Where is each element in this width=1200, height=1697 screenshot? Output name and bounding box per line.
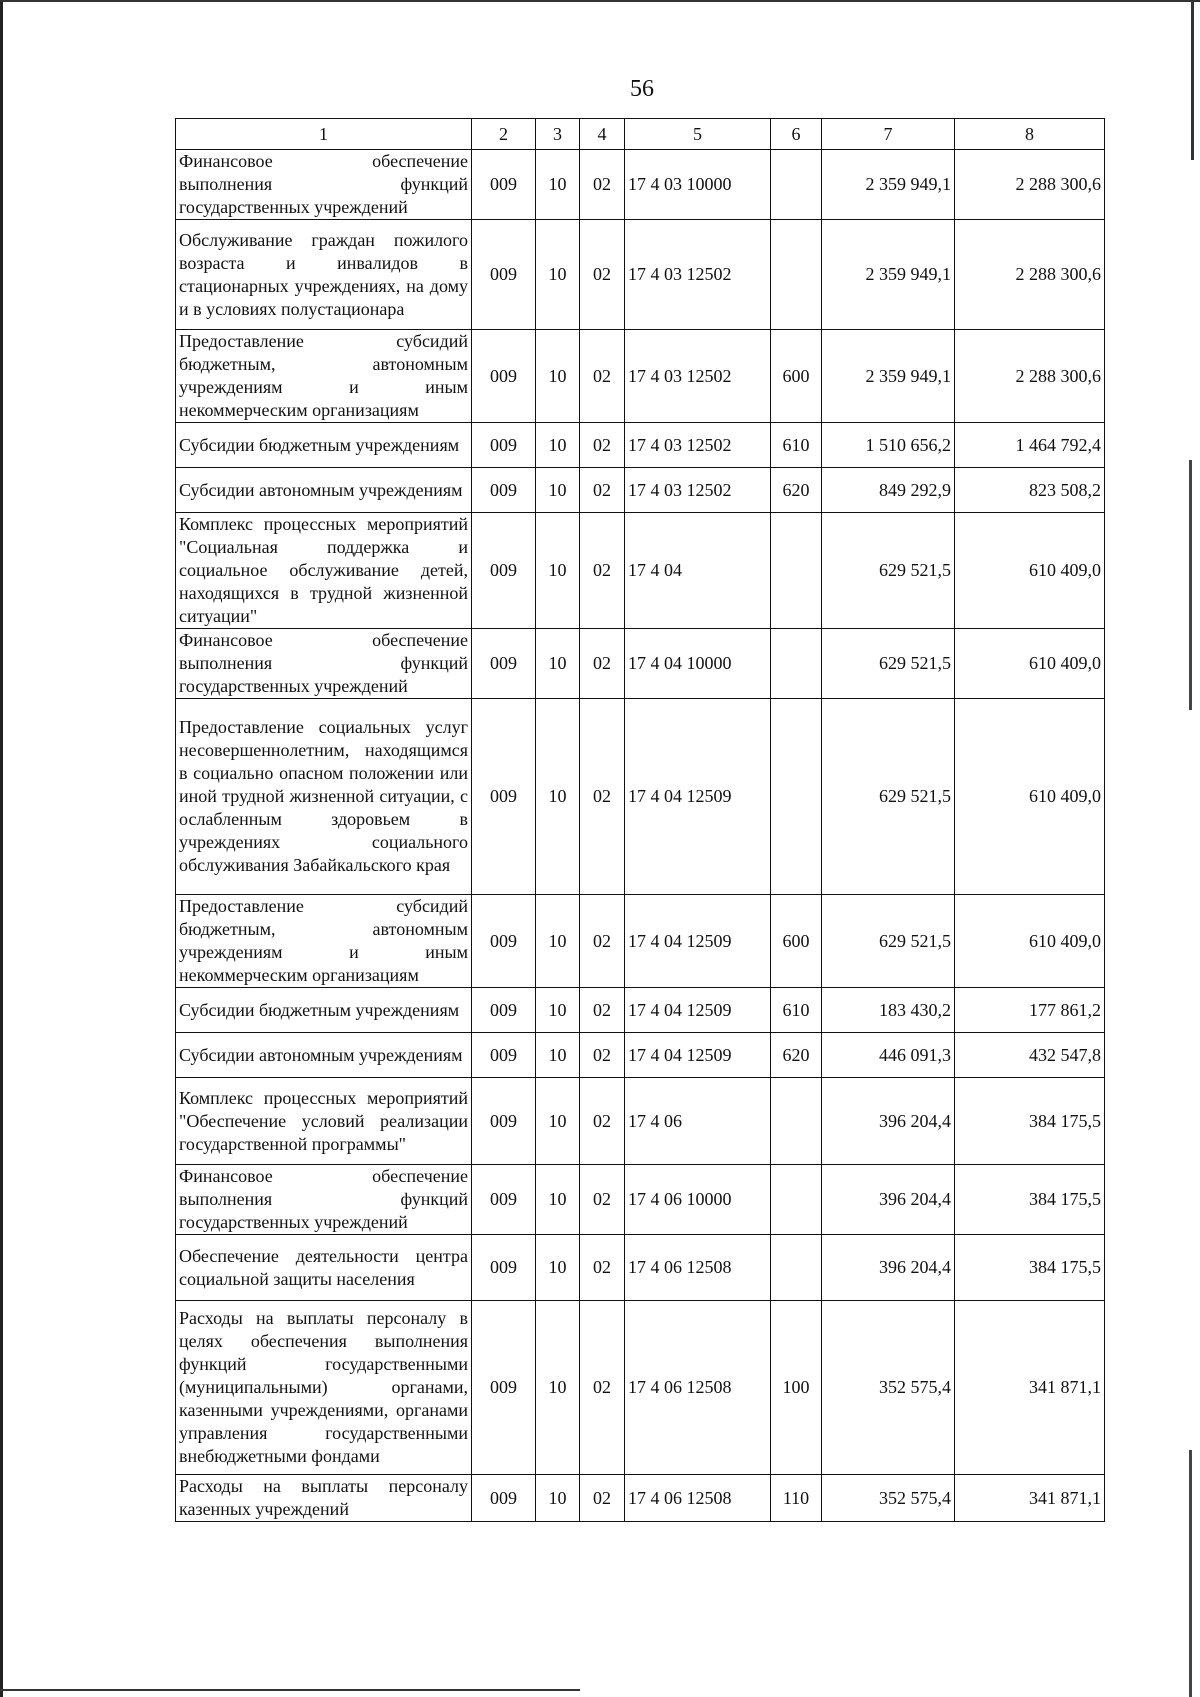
table-row [176, 1235, 1105, 1301]
section-code-cell: 10 [536, 468, 580, 513]
row-name-cell: Расходы на выплаты персоналу казенных учреждений [176, 1475, 472, 1522]
row-name-cell: Субсидии бюджетным учреждениям [176, 423, 472, 468]
table-row [176, 988, 1105, 1033]
amount-year-2-cell: 610 409,0 [955, 513, 1105, 629]
section-code-cell: 10 [536, 513, 580, 629]
section-code-cell: 10 [536, 1235, 580, 1301]
expense-type-code-cell [771, 513, 822, 629]
scan-border-right [1189, 1450, 1192, 1697]
section-code-cell: 10 [536, 220, 580, 330]
section-code-cell: 10 [536, 1078, 580, 1165]
row-name-cell: Финансовое обеспечение выполнения функций государственных учреждений [176, 150, 472, 220]
ministry-code-cell: 009 [472, 1475, 536, 1522]
amount-year-2-cell: 384 175,5 [955, 1165, 1105, 1235]
expense-type-code-cell: 600 [771, 330, 822, 423]
row-name-cell: Обеспечение деятельности центра социальной защиты населения [176, 1235, 472, 1301]
amount-year-2-cell: 177 861,2 [955, 988, 1105, 1033]
table-header-row [176, 119, 1105, 150]
header-cell: 8 [955, 119, 1105, 150]
section-code-cell: 10 [536, 1033, 580, 1078]
amount-year-2-cell: 2 288 300,6 [955, 150, 1105, 220]
amount-year-1-cell: 2 359 949,1 [822, 330, 955, 423]
target-article-code-cell: 17 4 04 12509 [625, 1033, 771, 1078]
amount-year-1-cell: 629 521,5 [822, 513, 955, 629]
amount-year-1-cell: 629 521,5 [822, 699, 955, 895]
table-row [176, 513, 1105, 629]
ministry-code-cell: 009 [472, 468, 536, 513]
amount-year-1-cell: 183 430,2 [822, 988, 955, 1033]
subsection-code-cell: 02 [580, 1475, 625, 1522]
target-article-code-cell: 17 4 04 12509 [625, 988, 771, 1033]
expense-type-code-cell [771, 220, 822, 330]
row-name-cell: Субсидии автономным учреждениям [176, 468, 472, 513]
amount-year-1-cell: 629 521,5 [822, 629, 955, 699]
target-article-code-cell: 17 4 06 [625, 1078, 771, 1165]
table-row [176, 699, 1105, 895]
expense-type-code-cell: 100 [771, 1301, 822, 1475]
ministry-code-cell: 009 [472, 330, 536, 423]
subsection-code-cell: 02 [580, 699, 625, 895]
row-name-cell: Предоставление субсидий бюджетным, автономным учреждениям и иным некоммерческим организациям [176, 330, 472, 423]
ministry-code-cell: 009 [472, 513, 536, 629]
amount-year-1-cell: 2 359 949,1 [822, 220, 955, 330]
ministry-code-cell: 009 [472, 220, 536, 330]
expense-type-code-cell [771, 629, 822, 699]
subsection-code-cell: 02 [580, 220, 625, 330]
page-number: 56 [630, 76, 654, 102]
amount-year-2-cell: 432 547,8 [955, 1033, 1105, 1078]
row-name-cell: Субсидии автономным учреждениям [176, 1033, 472, 1078]
amount-year-2-cell: 610 409,0 [955, 895, 1105, 988]
amount-year-1-cell: 352 575,4 [822, 1301, 955, 1475]
expense-type-code-cell: 610 [771, 988, 822, 1033]
subsection-code-cell: 02 [580, 423, 625, 468]
expense-type-code-cell: 110 [771, 1475, 822, 1522]
amount-year-2-cell: 2 288 300,6 [955, 330, 1105, 423]
row-name-cell: Субсидии бюджетным учреждениям [176, 988, 472, 1033]
scan-border-bottom [0, 1689, 580, 1691]
subsection-code-cell: 02 [580, 1235, 625, 1301]
amount-year-1-cell: 396 204,4 [822, 1165, 955, 1235]
section-code-cell: 10 [536, 699, 580, 895]
ministry-code-cell: 009 [472, 988, 536, 1033]
subsection-code-cell: 02 [580, 988, 625, 1033]
amount-year-2-cell: 2 288 300,6 [955, 220, 1105, 330]
table-row [176, 468, 1105, 513]
section-code-cell: 10 [536, 988, 580, 1033]
table-row [176, 220, 1105, 330]
target-article-code-cell: 17 4 06 12508 [625, 1475, 771, 1522]
amount-year-2-cell: 1 464 792,4 [955, 423, 1105, 468]
target-article-code-cell: 17 4 03 12502 [625, 330, 771, 423]
target-article-code-cell: 17 4 04 [625, 513, 771, 629]
expense-type-code-cell [771, 150, 822, 220]
row-name-cell: Обслуживание граждан пожилого возраста и инвалидов в стационарных учреждениях, на дому и в условиях полустационара [176, 220, 472, 330]
subsection-code-cell: 02 [580, 1165, 625, 1235]
expense-type-code-cell [771, 1235, 822, 1301]
amount-year-2-cell: 341 871,1 [955, 1301, 1105, 1475]
table-row [176, 895, 1105, 988]
subsection-code-cell: 02 [580, 150, 625, 220]
amount-year-2-cell: 384 175,5 [955, 1235, 1105, 1301]
amount-year-1-cell: 2 359 949,1 [822, 150, 955, 220]
target-article-code-cell: 17 4 04 10000 [625, 629, 771, 699]
subsection-code-cell: 02 [580, 513, 625, 629]
amount-year-1-cell: 446 091,3 [822, 1033, 955, 1078]
section-code-cell: 10 [536, 423, 580, 468]
expense-type-code-cell: 600 [771, 895, 822, 988]
table-row [176, 1475, 1105, 1522]
header-cell: 7 [822, 119, 955, 150]
section-code-cell: 10 [536, 1301, 580, 1475]
expense-type-code-cell: 620 [771, 468, 822, 513]
subsection-code-cell: 02 [580, 1078, 625, 1165]
ministry-code-cell: 009 [472, 1301, 536, 1475]
row-name-cell: Предоставление субсидий бюджетным, автономным учреждениям и иным некоммерческим организациям [176, 895, 472, 988]
header-cell: 6 [771, 119, 822, 150]
row-name-cell: Комплекс процессных мероприятий "Обеспечение условий реализации государственной программы" [176, 1078, 472, 1165]
table-row [176, 1301, 1105, 1475]
ministry-code-cell: 009 [472, 895, 536, 988]
ministry-code-cell: 009 [472, 1235, 536, 1301]
header-cell: 5 [625, 119, 771, 150]
budget-table [175, 118, 1105, 1522]
amount-year-1-cell: 352 575,4 [822, 1475, 955, 1522]
table-row [176, 150, 1105, 220]
amount-year-1-cell: 629 521,5 [822, 895, 955, 988]
amount-year-2-cell: 610 409,0 [955, 629, 1105, 699]
row-name-cell: Расходы на выплаты персоналу в целях обеспечения выполнения функций государственными (муниципальными) органами, казенными учреждениями, органами управления государственными внебюджетными фондами [176, 1301, 472, 1475]
section-code-cell: 10 [536, 629, 580, 699]
section-code-cell: 10 [536, 330, 580, 423]
ministry-code-cell: 009 [472, 629, 536, 699]
expense-type-code-cell [771, 1165, 822, 1235]
target-article-code-cell: 17 4 04 12509 [625, 699, 771, 895]
ministry-code-cell: 009 [472, 1078, 536, 1165]
header-cell: 2 [472, 119, 536, 150]
target-article-code-cell: 17 4 06 10000 [625, 1165, 771, 1235]
subsection-code-cell: 02 [580, 895, 625, 988]
target-article-code-cell: 17 4 03 12502 [625, 220, 771, 330]
amount-year-2-cell: 823 508,2 [955, 468, 1105, 513]
ministry-code-cell: 009 [472, 150, 536, 220]
expense-type-code-cell: 610 [771, 423, 822, 468]
target-article-code-cell: 17 4 03 12502 [625, 423, 771, 468]
ministry-code-cell: 009 [472, 1033, 536, 1078]
scan-border-right [1191, 0, 1194, 160]
header-cell: 1 [176, 119, 472, 150]
row-name-cell: Финансовое обеспечение выполнения функций государственных учреждений [176, 629, 472, 699]
ministry-code-cell: 009 [472, 699, 536, 895]
amount-year-1-cell: 849 292,9 [822, 468, 955, 513]
subsection-code-cell: 02 [580, 629, 625, 699]
table-row [176, 423, 1105, 468]
table-row [176, 1078, 1105, 1165]
ministry-code-cell: 009 [472, 423, 536, 468]
target-article-code-cell: 17 4 03 10000 [625, 150, 771, 220]
expense-type-code-cell [771, 1078, 822, 1165]
amount-year-2-cell: 341 871,1 [955, 1475, 1105, 1522]
table-row [176, 1165, 1105, 1235]
row-name-cell: Предоставление социальных услуг несовершеннолетним, находящимся в социально опасном положении или иной трудной жизненной ситуации, с ослабленным здоровьем в учреждениях социального обслуживания Забайкальского края [176, 699, 472, 895]
amount-year-1-cell: 396 204,4 [822, 1235, 955, 1301]
scan-border-top [0, 0, 1200, 2]
amount-year-1-cell: 1 510 656,2 [822, 423, 955, 468]
amount-year-2-cell: 384 175,5 [955, 1078, 1105, 1165]
subsection-code-cell: 02 [580, 1033, 625, 1078]
table-row [176, 330, 1105, 423]
scan-border-right [1189, 460, 1192, 710]
row-name-cell: Комплекс процессных мероприятий "Социальная поддержка и социальное обслуживание детей, находящихся в трудной жизненной ситуации" [176, 513, 472, 629]
subsection-code-cell: 02 [580, 330, 625, 423]
amount-year-2-cell: 610 409,0 [955, 699, 1105, 895]
section-code-cell: 10 [536, 895, 580, 988]
target-article-code-cell: 17 4 06 12508 [625, 1301, 771, 1475]
table-row [176, 1033, 1105, 1078]
scan-border-left [0, 0, 3, 1697]
expense-type-code-cell [771, 699, 822, 895]
section-code-cell: 10 [536, 150, 580, 220]
row-name-cell: Финансовое обеспечение выполнения функций государственных учреждений [176, 1165, 472, 1235]
subsection-code-cell: 02 [580, 468, 625, 513]
table-row [176, 629, 1105, 699]
target-article-code-cell: 17 4 06 12508 [625, 1235, 771, 1301]
header-cell: 4 [580, 119, 625, 150]
section-code-cell: 10 [536, 1475, 580, 1522]
ministry-code-cell: 009 [472, 1165, 536, 1235]
expense-type-code-cell: 620 [771, 1033, 822, 1078]
header-cell: 3 [536, 119, 580, 150]
section-code-cell: 10 [536, 1165, 580, 1235]
amount-year-1-cell: 396 204,4 [822, 1078, 955, 1165]
subsection-code-cell: 02 [580, 1301, 625, 1475]
target-article-code-cell: 17 4 03 12502 [625, 468, 771, 513]
target-article-code-cell: 17 4 04 12509 [625, 895, 771, 988]
